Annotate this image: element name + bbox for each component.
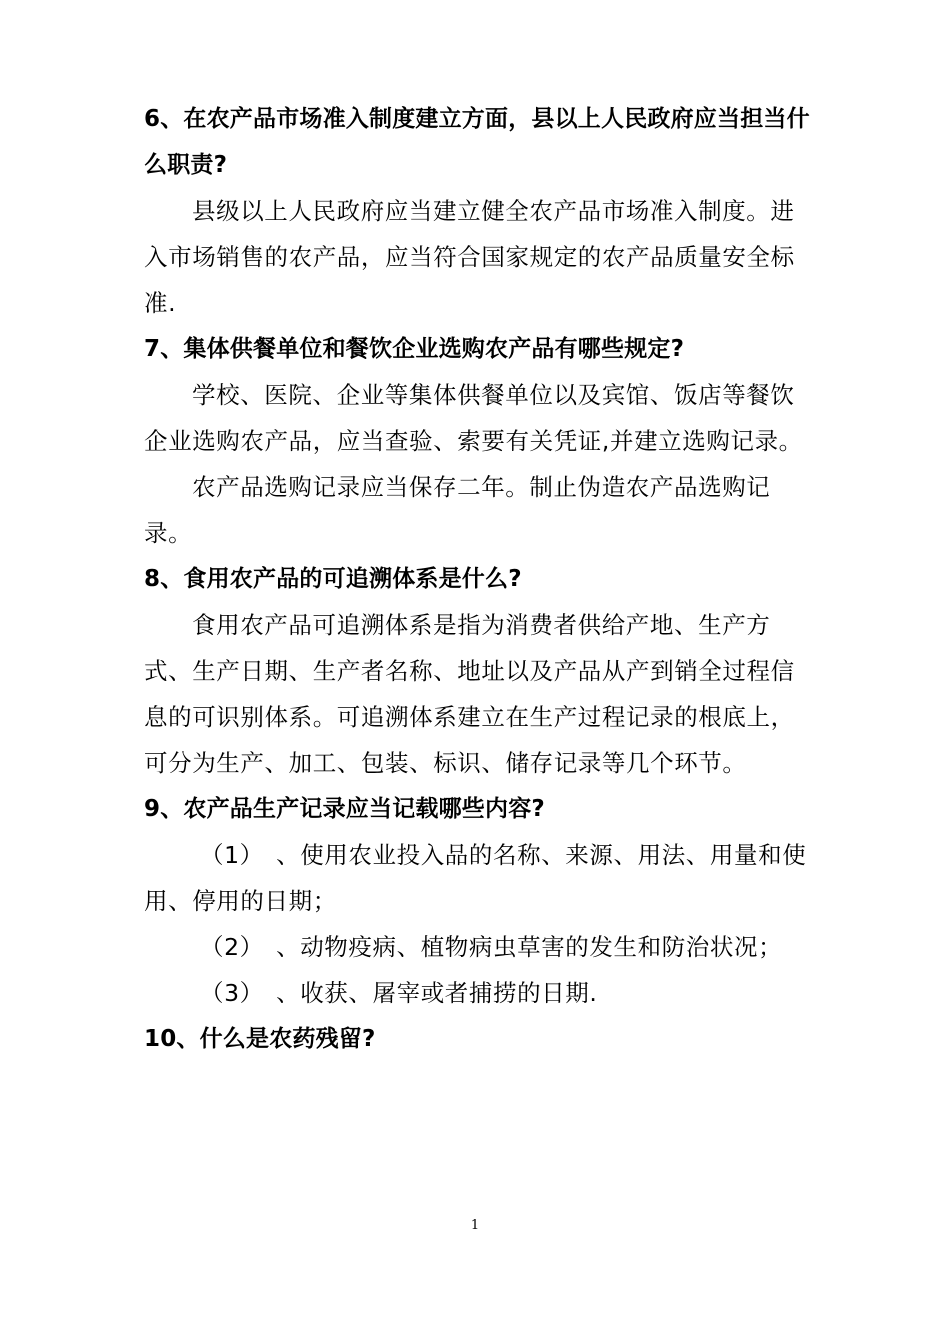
page-number: 1: [470, 1218, 480, 1233]
answer-9-item-1: （1） 、使用农业投入品的名称、来源、用法、用量和使用、停用的日期；: [144, 841, 807, 915]
answer-7-paragraph-1: 学校、医院、企业等集体供餐单位以及宾馆、饭店等餐饮企业选购农产品，应当查验、索要有关凭证,并建立选购记录。: [144, 381, 803, 455]
answer-7-paragraph-2: 农产品选购记录应当保存二年。制止伪造农产品选购记录。: [144, 473, 771, 547]
question-7-heading: 7、集体供餐单位和餐饮企业选购农产品有哪些规定?: [144, 336, 685, 362]
answer-9-item-2: （2） 、动物疫病、植物病虫草害的发生和防治状况；: [200, 933, 783, 961]
question-8-heading: 8、食用农产品的可追溯体系是什么?: [144, 566, 522, 592]
answer-9-item-3: （3） 、收获、屠宰或者捕捞的日期.: [200, 979, 598, 1007]
answer-8-paragraph: 食用农产品可追溯体系是指为消费者供给产地、生产方式、生产日期、生产者名称、地址以及产品从产到销全过程信息的可识别体系。可追溯体系建立在生产过程记录的根底上，可分为生产、加工、包装、标识、储存记录等几个环节。: [144, 611, 795, 777]
question-10-heading: 10、什么是农药残留?: [144, 1026, 376, 1052]
answer-6-paragraph: 县级以上人民政府应当建立健全农产品市场准入制度。进入市场销售的农产品，应当符合国家规定的农产品质量安全标准.: [144, 197, 795, 317]
question-6-heading: 6、在农产品市场准入制度建立方面，县以上人民政府应当担当什么职责?: [144, 106, 810, 178]
question-9-heading: 9、农产品生产记录应当记载哪些内容?: [144, 796, 545, 822]
document-body: [144, 96, 814, 1062]
